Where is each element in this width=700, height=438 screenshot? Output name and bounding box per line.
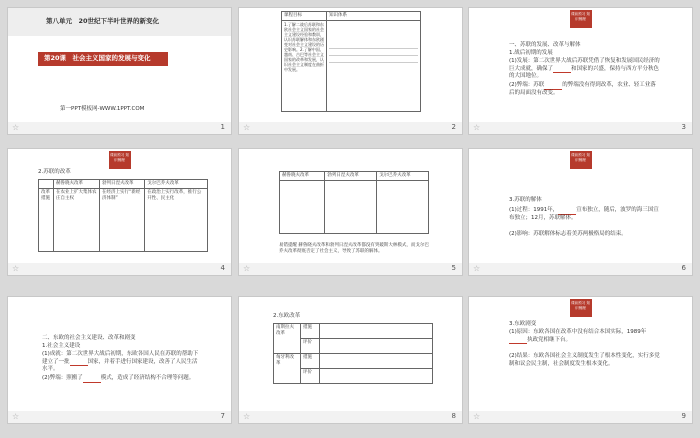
star-icon: ☆	[473, 264, 481, 273]
th-2: 勃列日涅夫改革	[100, 180, 145, 189]
row-label: 改革措施	[39, 189, 54, 252]
unit-title: 第八单元 20世纪下半叶世界的新变化	[46, 17, 160, 25]
section-tag: 课前预习 知识梳理	[570, 10, 592, 28]
section-tag: 课前预习 知识梳理	[570, 151, 592, 169]
cell-2: 在政治上实行改革，推行公开性、民主化	[145, 189, 208, 252]
section-tag: 课前预习 知识梳理	[109, 151, 131, 169]
slide-footer	[239, 263, 462, 275]
cell-1	[325, 181, 377, 234]
th-0	[39, 180, 54, 189]
star-icon: ☆	[243, 123, 251, 132]
cell-0: 在农业上扩大集体农庄自主权	[54, 189, 100, 252]
slide-number: 3	[681, 123, 686, 131]
slide-heading: 二、东欧的社会主义建设、改革和剧变	[42, 335, 136, 341]
star-icon: ☆	[12, 264, 20, 273]
slide-number: 5	[451, 264, 456, 272]
paragraph-1: (1)发展：第二次世界大战后苏联凭借了恢复和发展国民经济的巨大成就，确保了 和国家的兴盛，保持与西方平分秋色的大国地位。	[509, 58, 660, 79]
th-1: 赫鲁晓夫改革	[54, 180, 100, 189]
row-2: 措施	[301, 354, 320, 369]
slide-thumbnail-9[interactable]	[468, 296, 693, 424]
row-2-content	[320, 354, 433, 369]
system-diagram-area	[327, 21, 421, 112]
error-note: 易错提醒 赫鲁晓夫改革和勃列日涅夫改革都没有突破斯大林模式，而戈尔巴乔夫改革彻底否定了社会主义，导致了苏联的解体。	[279, 243, 429, 254]
th-1: 勃列日涅夫改革	[325, 172, 377, 181]
paragraph-2: (2)影响：苏联解体标志着美苏两极格局的结束。	[509, 231, 627, 237]
slide-heading: 3.苏联的解体	[509, 197, 542, 203]
row-3-content	[320, 369, 433, 384]
label-hungary: 匈牙利改革	[274, 354, 301, 384]
slide-thumbnail-5[interactable]	[238, 148, 463, 276]
paragraph-2: (2)弊端：照搬了 模式，造成了经济结构不合理等问题。	[42, 375, 195, 381]
star-icon: ☆	[12, 412, 20, 421]
slide-heading: 2.东欧改革	[273, 313, 301, 319]
goals-text: 1.了解二战后苏联和东欧社会主义国家的社会主义建设经验和教训，认识苏联解体和东欧剧变对社会主义建设的历史影响。2.了解中国、越南、古巴等社会主义国家的改革和发展，认识社会主义制度在曲折中发展。	[282, 21, 327, 112]
slide-heading: 3.东欧剧变	[509, 321, 537, 327]
subheading: 1.战后初期的发展	[509, 50, 553, 56]
paragraph-1: (1)过程：1991年， 宣布独立，随后，波罗的海三国宣布独立；12月，苏联解体。	[509, 207, 659, 221]
slide-number: 6	[681, 264, 686, 272]
star-icon: ☆	[473, 123, 481, 132]
system-header: 知识体系	[327, 12, 421, 21]
th-0: 赫鲁晓夫改革	[280, 172, 325, 181]
slide-footer	[239, 122, 462, 134]
slide-heading: 一、苏联的发展、改革与解体	[509, 42, 581, 48]
th-3: 戈尔巴乔夫改革	[145, 180, 208, 189]
slide-footer	[8, 122, 231, 134]
slide-footer	[469, 122, 692, 134]
row-3: 评价	[301, 369, 320, 384]
east-europe-reform-table	[273, 323, 433, 384]
comparison-table	[279, 171, 429, 234]
slide-footer	[8, 263, 231, 275]
th-2: 戈尔巴乔夫改革	[377, 172, 429, 181]
row-0-content	[320, 324, 433, 339]
footer-link: 第一PPT模板网-WWW.1PPT.COM	[60, 106, 145, 112]
row-0: 措施	[301, 324, 320, 339]
subheading: 1.社会主义建设	[42, 343, 81, 349]
slide-thumbnail-3[interactable]	[468, 7, 693, 135]
slide-thumbnail-2[interactable]	[238, 7, 463, 135]
slide-footer	[8, 411, 231, 423]
slide-number: 4	[220, 264, 225, 272]
slide-thumbnail-8[interactable]	[238, 296, 463, 424]
goals-table	[281, 11, 421, 112]
star-icon: ☆	[243, 412, 251, 421]
slide-footer	[469, 411, 692, 423]
paragraph-2: (2)结果：东欧各国社会主义制度发生了根本性变化，实行多党制和议会民主制，社会制度发生根本变化。	[509, 353, 660, 367]
slide-thumbnail-6[interactable]	[468, 148, 693, 276]
slide-thumbnail-4[interactable]	[7, 148, 232, 276]
goals-header: 课程目标	[282, 12, 327, 21]
section-tag: 课前预习 知识梳理	[570, 299, 592, 317]
reform-table	[38, 179, 208, 252]
slide-heading: 2.苏联的改革	[38, 169, 71, 175]
paragraph-1: (1)成就：第二次世界大战后初期，东欧各国人民在苏联的帮助下建立了一批 国家，并着手进行国家建设，改善了人民生活水平。	[42, 351, 199, 372]
star-icon: ☆	[243, 264, 251, 273]
slide-number: 7	[220, 412, 225, 420]
paragraph-1: (1)原因：东欧各国在改革中没有结合本国实际，1989年执政党相继下台。	[509, 329, 647, 343]
slide-footer	[239, 411, 462, 423]
cell-0	[280, 181, 325, 234]
row-1-content	[320, 339, 433, 354]
cell-1: 在经济上实行“新经济体制”	[100, 189, 145, 252]
row-1: 评价	[301, 339, 320, 354]
star-icon: ☆	[473, 412, 481, 421]
slide-number: 8	[451, 412, 456, 420]
star-icon: ☆	[12, 123, 20, 132]
lesson-title: 第20课 社会主义国家的发展与变化	[44, 54, 151, 62]
label-yugoslavia: 南斯拉夫改革	[274, 324, 301, 354]
paragraph-2: (2)弊端：苏联 的弊端没有得到改革，农业、轻工业落后的局面没有改变。	[509, 82, 656, 96]
slide-number: 9	[681, 412, 686, 420]
slide-thumbnail-1[interactable]	[7, 7, 232, 135]
slide-footer	[469, 263, 692, 275]
slide-thumbnail-7[interactable]	[7, 296, 232, 424]
slide-number: 1	[220, 123, 225, 131]
cell-2	[377, 181, 429, 234]
slide-number: 2	[451, 123, 456, 131]
